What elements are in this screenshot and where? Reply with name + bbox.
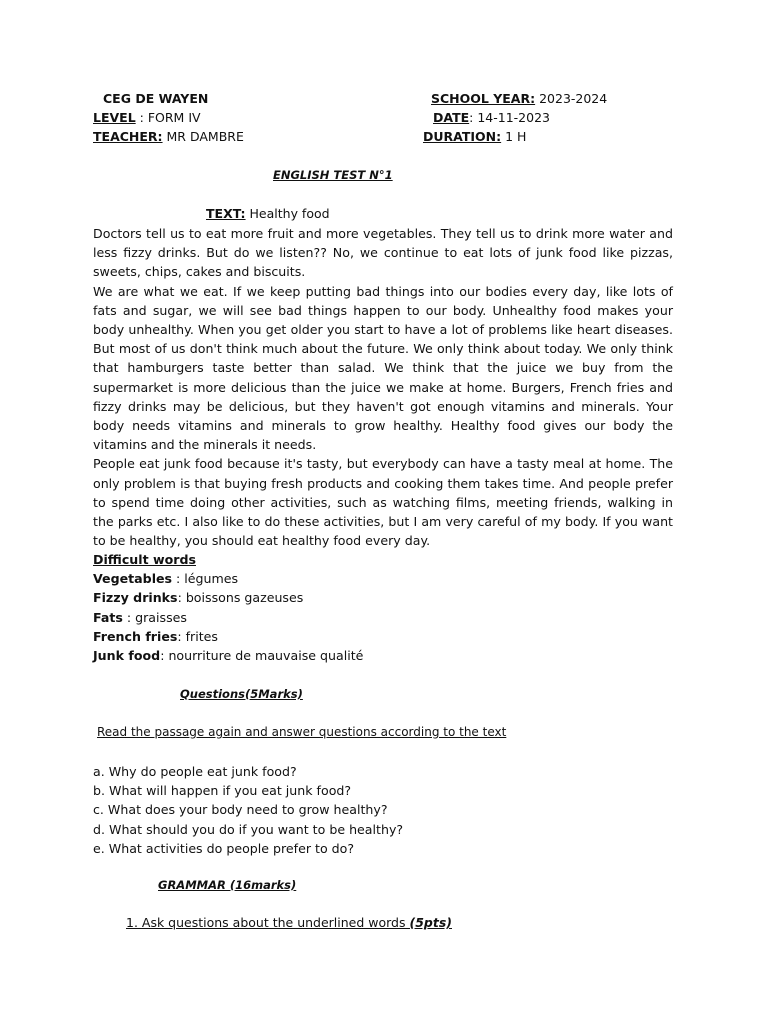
question-item: b. What will happen if you eat junk food? — [93, 783, 352, 799]
vocab-separator: : — [122, 609, 136, 625]
vocab-meaning: légumes — [184, 571, 239, 587]
vocab-meaning: nourriture de mauvaise qualité — [168, 648, 364, 664]
school-year-label: SCHOOL YEAR: — [431, 91, 536, 106]
vocab-meaning: boissons gazeuses — [185, 590, 304, 606]
grammar-item-1 — [126, 915, 452, 931]
date-label: DATE — [433, 110, 470, 125]
vocab-item — [93, 569, 363, 588]
vocab-term: Junk food — [93, 648, 161, 664]
passage-paragraph-2: We are what we eat. If we keep putting bad things into our bodies every day, like lots of fats and sugar, we will see bad things happen to our body. Unhealthy food makes your body unhealthy. When you get older you start to have a lot of problems like heart diseases. But most of us don't think much about the future. We only think about today. We only think that hamburgers taste better than salad. We think that the juice we buy from the supermarket is more delicious than the juice we make at home. Burgers, French fries and fizzy drinks may be delicious, but they haven't got enough vitamins and minerals. Your body needs vitamins and minerals to grow healthy. Healthy food gives our body the vitamins and the minerals it needs. — [93, 283, 673, 453]
question-item: c. What does your body need to grow healthy? — [93, 802, 388, 818]
duration-value: 1 H — [501, 129, 527, 144]
grammar-item-1-text: 1. Ask questions about the underlined words — [126, 915, 410, 930]
teacher-label: TEACHER: — [93, 129, 163, 144]
vocab-item — [93, 608, 363, 627]
level-value: : FORM IV — [135, 110, 201, 125]
vocab-meaning: frites — [185, 628, 218, 644]
vocab-item — [93, 588, 363, 607]
question-list — [93, 762, 403, 858]
duration-label: DURATION: — [423, 129, 502, 144]
school-name: CEG DE WAYEN — [103, 91, 209, 106]
text-heading-label: TEXT: — [206, 206, 246, 221]
difficult-words-section — [93, 550, 363, 665]
level-label: LEVEL — [93, 110, 136, 125]
teacher-value: MR DAMBRE — [162, 129, 244, 144]
date-line — [433, 110, 550, 126]
grammar-item-1-points: (5pts) — [409, 915, 452, 930]
level-line — [93, 110, 201, 126]
vocab-item — [93, 646, 363, 665]
date-value: : 14-11-2023 — [469, 110, 550, 125]
reading-passage — [93, 224, 673, 550]
vocab-term: Fats — [93, 609, 123, 625]
vocab-separator: : — [172, 571, 185, 587]
vocab-term: Fizzy drinks — [93, 590, 178, 606]
vocab-separator: : — [160, 648, 169, 664]
text-heading — [206, 206, 330, 222]
question-item: a. Why do people eat junk food? — [93, 764, 297, 779]
vocab-separator: : — [177, 590, 186, 606]
teacher-line — [93, 129, 244, 145]
vocab-item — [93, 627, 363, 646]
school-year-value: 2023-2024 — [535, 91, 608, 106]
difficult-words-heading: Difficult words — [93, 552, 196, 567]
vocab-term: Vegetables — [93, 571, 173, 587]
question-item: e. What activities do people prefer to do? — [93, 840, 355, 856]
duration-line — [423, 129, 526, 145]
passage-paragraph-3: People eat junk food because it's tasty, but everybody can have a tasty meal at home. The only problem is that buying fresh products and cooking them takes time. And people prefer to spend time doing other activities, such as watching films, meeting friends, walking in the parks etc. I also like to do these activities, but I am very careful of my body. If you want to be healthy, you should eat healthy food every day. — [93, 456, 673, 549]
vocab-term: French fries — [93, 628, 178, 644]
vocab-meaning: graisses — [135, 609, 187, 625]
vocab-separator: : — [177, 628, 186, 644]
question-item: d. What should you do if you want to be healthy? — [93, 821, 404, 837]
questions-instruction: Read the passage again and answer questions according to the text — [97, 725, 507, 739]
test-title: ENGLISH TEST N°1 — [273, 168, 393, 182]
questions-heading: Questions(5Marks) — [180, 687, 303, 701]
text-heading-value: Healthy food — [245, 206, 330, 221]
school-year-line — [431, 91, 607, 107]
grammar-heading: GRAMMAR (16marks) — [158, 878, 297, 892]
passage-paragraph-1: Doctors tell us to eat more fruit and more vegetables. They tell us to drink more water and less fizzy drinks. But do we listen?? No, we continue to eat lots of junk food like pizzas, sweets, chips, cakes and biscuits. — [93, 226, 673, 280]
